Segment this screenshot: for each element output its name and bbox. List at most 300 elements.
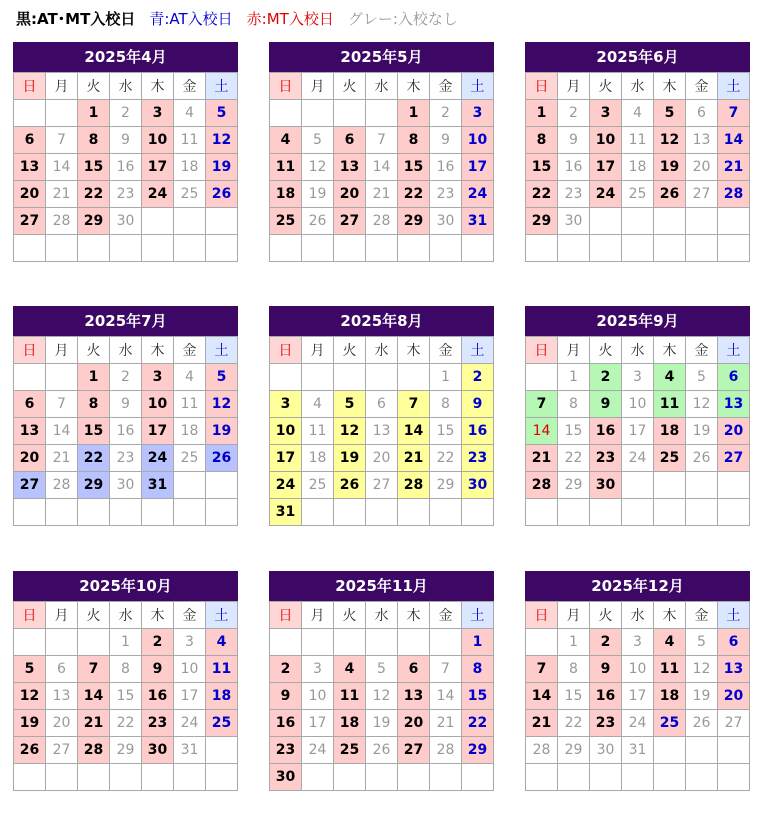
day-cell[interactable]: 26 — [206, 445, 238, 472]
month-title: 2025年11月 — [269, 571, 494, 601]
day-cell[interactable]: 30 — [110, 472, 142, 499]
day-cell[interactable]: 3 — [622, 629, 654, 656]
day-cell[interactable]: 7 — [398, 391, 430, 418]
day-cell[interactable]: 24 — [142, 445, 174, 472]
day-cell[interactable]: 1 — [526, 100, 558, 127]
day-cell[interactable]: 7 — [46, 127, 78, 154]
day-cell[interactable]: 10 — [174, 656, 206, 683]
empty-cell — [366, 764, 398, 791]
day-cell[interactable]: 30 — [558, 208, 590, 235]
day-cell[interactable]: 25 — [654, 445, 686, 472]
day-cell[interactable]: 11 — [654, 391, 686, 418]
day-cell[interactable]: 4 — [654, 364, 686, 391]
weekday-header: 金 — [174, 602, 206, 629]
day-cell[interactable]: 6 — [334, 127, 366, 154]
day-cell[interactable]: 26 — [334, 472, 366, 499]
day-cell[interactable]: 19 — [686, 418, 718, 445]
day-cell[interactable]: 12 — [334, 418, 366, 445]
day-cell[interactable]: 5 — [686, 364, 718, 391]
empty-cell — [398, 364, 430, 391]
day-cell[interactable]: 26 — [686, 445, 718, 472]
day-cell[interactable]: 11 — [302, 418, 334, 445]
day-cell[interactable]: 22 — [558, 710, 590, 737]
empty-cell — [654, 208, 686, 235]
day-cell[interactable]: 12 — [206, 391, 238, 418]
day-cell[interactable]: 21 — [398, 445, 430, 472]
day-cell[interactable]: 10 — [270, 418, 302, 445]
day-cell[interactable]: 11 — [622, 127, 654, 154]
day-cell[interactable]: 25 — [302, 472, 334, 499]
month-table — [269, 336, 494, 526]
day-cell[interactable]: 9 — [430, 127, 462, 154]
day-cell[interactable]: 29 — [430, 472, 462, 499]
day-cell[interactable]: 2 — [462, 364, 494, 391]
day-cell[interactable]: 30 — [270, 764, 302, 791]
day-cell[interactable]: 17 — [590, 154, 622, 181]
day-cell[interactable]: 18 — [654, 683, 686, 710]
day-cell[interactable]: 18 — [622, 154, 654, 181]
day-cell[interactable]: 4 — [302, 391, 334, 418]
day-cell[interactable]: 28 — [526, 472, 558, 499]
day-cell[interactable]: 31 — [270, 499, 302, 526]
empty-cell — [366, 364, 398, 391]
day-cell[interactable]: 5 — [206, 364, 238, 391]
day-cell[interactable]: 12 — [366, 683, 398, 710]
day-cell[interactable]: 26 — [366, 737, 398, 764]
day-cell[interactable]: 28 — [526, 737, 558, 764]
day-cell[interactable]: 17 — [142, 418, 174, 445]
day-cell[interactable]: 16 — [270, 710, 302, 737]
day-cell[interactable]: 24 — [142, 181, 174, 208]
day-cell[interactable]: 24 — [462, 181, 494, 208]
day-cell[interactable]: 26 — [654, 181, 686, 208]
day-cell[interactable]: 25 — [174, 445, 206, 472]
day-cell[interactable]: 4 — [174, 100, 206, 127]
day-cell[interactable]: 22 — [78, 445, 110, 472]
day-cell[interactable]: 13 — [14, 154, 46, 181]
day-cell[interactable]: 6 — [398, 656, 430, 683]
day-cell[interactable]: 21 — [46, 445, 78, 472]
day-cell[interactable]: 15 — [462, 683, 494, 710]
day-cell[interactable]: 19 — [366, 710, 398, 737]
day-cell[interactable]: 22 — [78, 181, 110, 208]
day-cell[interactable]: 19 — [206, 418, 238, 445]
day-cell[interactable]: 2 — [430, 100, 462, 127]
day-cell[interactable]: 1 — [462, 629, 494, 656]
day-cell[interactable]: 4 — [622, 100, 654, 127]
day-cell[interactable]: 13 — [718, 656, 750, 683]
day-cell[interactable]: 1 — [110, 629, 142, 656]
month-table — [13, 336, 238, 526]
day-cell[interactable]: 3 — [174, 629, 206, 656]
day-cell[interactable]: 9 — [110, 127, 142, 154]
day-cell[interactable]: 27 — [686, 181, 718, 208]
day-cell[interactable]: 29 — [78, 208, 110, 235]
day-cell[interactable]: 11 — [174, 127, 206, 154]
day-cell[interactable]: 19 — [334, 445, 366, 472]
day-cell[interactable]: 10 — [142, 127, 174, 154]
day-cell[interactable]: 12 — [206, 127, 238, 154]
day-cell[interactable]: 1 — [78, 364, 110, 391]
day-cell[interactable]: 26 — [14, 737, 46, 764]
day-cell[interactable]: 8 — [558, 391, 590, 418]
day-cell[interactable]: 29 — [398, 208, 430, 235]
day-cell[interactable]: 13 — [334, 154, 366, 181]
day-cell[interactable]: 3 — [142, 364, 174, 391]
empty-cell — [206, 764, 238, 791]
day-cell[interactable]: 7 — [718, 100, 750, 127]
day-cell[interactable]: 19 — [302, 181, 334, 208]
day-cell[interactable]: 9 — [142, 656, 174, 683]
day-cell[interactable]: 5 — [334, 391, 366, 418]
day-cell[interactable]: 30 — [142, 737, 174, 764]
day-cell[interactable]: 21 — [46, 181, 78, 208]
day-cell[interactable]: 9 — [110, 391, 142, 418]
day-cell[interactable]: 27 — [46, 737, 78, 764]
day-cell[interactable]: 15 — [398, 154, 430, 181]
day-cell[interactable]: 8 — [462, 656, 494, 683]
day-cell[interactable]: 9 — [558, 127, 590, 154]
day-cell[interactable]: 17 — [302, 710, 334, 737]
day-cell[interactable]: 17 — [174, 683, 206, 710]
day-cell[interactable]: 24 — [622, 445, 654, 472]
day-cell[interactable]: 4 — [270, 127, 302, 154]
day-cell[interactable]: 5 — [14, 656, 46, 683]
day-cell[interactable]: 12 — [302, 154, 334, 181]
day-cell[interactable]: 29 — [558, 737, 590, 764]
weekday-header: 木 — [398, 73, 430, 100]
day-cell[interactable]: 20 — [366, 445, 398, 472]
day-cell[interactable]: 22 — [430, 445, 462, 472]
day-cell[interactable]: 29 — [558, 472, 590, 499]
weekday-header: 火 — [334, 602, 366, 629]
day-cell[interactable]: 11 — [654, 656, 686, 683]
day-cell[interactable]: 13 — [366, 418, 398, 445]
day-cell[interactable]: 24 — [270, 472, 302, 499]
empty-cell — [718, 208, 750, 235]
day-cell[interactable]: 24 — [622, 710, 654, 737]
day-cell[interactable]: 21 — [526, 445, 558, 472]
day-cell[interactable]: 16 — [110, 418, 142, 445]
day-cell[interactable]: 12 — [686, 656, 718, 683]
day-cell[interactable]: 22 — [526, 181, 558, 208]
day-cell[interactable]: 3 — [302, 656, 334, 683]
day-cell[interactable]: 25 — [270, 208, 302, 235]
day-cell[interactable]: 6 — [686, 100, 718, 127]
day-cell[interactable]: 28 — [430, 737, 462, 764]
day-cell[interactable]: 30 — [462, 472, 494, 499]
empty-cell — [654, 764, 686, 791]
day-cell[interactable]: 23 — [590, 445, 622, 472]
day-cell[interactable]: 10 — [590, 127, 622, 154]
day-cell[interactable]: 23 — [110, 181, 142, 208]
day-cell[interactable]: 30 — [110, 208, 142, 235]
empty-cell — [174, 499, 206, 526]
day-cell[interactable]: 2 — [142, 629, 174, 656]
day-cell[interactable]: 7 — [526, 391, 558, 418]
day-cell[interactable]: 8 — [526, 127, 558, 154]
day-cell[interactable]: 24 — [590, 181, 622, 208]
day-cell[interactable]: 6 — [366, 391, 398, 418]
day-cell[interactable]: 21 — [526, 710, 558, 737]
day-cell[interactable]: 4 — [654, 629, 686, 656]
day-cell[interactable]: 15 — [78, 418, 110, 445]
day-cell[interactable]: 28 — [398, 472, 430, 499]
day-cell[interactable]: 17 — [462, 154, 494, 181]
day-cell[interactable]: 2 — [558, 100, 590, 127]
day-cell[interactable]: 26 — [206, 181, 238, 208]
weekday-header: 土 — [462, 337, 494, 364]
day-cell[interactable]: 15 — [110, 683, 142, 710]
day-cell[interactable]: 31 — [622, 737, 654, 764]
weekday-header: 月 — [302, 337, 334, 364]
day-cell[interactable]: 18 — [174, 418, 206, 445]
day-cell[interactable]: 7 — [366, 127, 398, 154]
empty-cell — [46, 364, 78, 391]
day-cell[interactable]: 14 — [718, 127, 750, 154]
day-cell[interactable]: 5 — [654, 100, 686, 127]
day-cell[interactable]: 15 — [558, 418, 590, 445]
day-cell[interactable]: 8 — [398, 127, 430, 154]
day-cell[interactable]: 31 — [174, 737, 206, 764]
day-cell[interactable]: 29 — [110, 737, 142, 764]
day-cell[interactable]: 7 — [430, 656, 462, 683]
day-cell[interactable]: 17 — [622, 683, 654, 710]
day-cell[interactable]: 19 — [14, 710, 46, 737]
day-cell[interactable]: 10 — [462, 127, 494, 154]
day-cell[interactable]: 19 — [206, 154, 238, 181]
day-cell[interactable]: 16 — [462, 418, 494, 445]
day-cell[interactable]: 23 — [430, 181, 462, 208]
day-cell[interactable]: 28 — [46, 472, 78, 499]
day-cell[interactable]: 14 — [366, 154, 398, 181]
day-cell[interactable]: 16 — [430, 154, 462, 181]
day-cell[interactable]: 8 — [78, 391, 110, 418]
day-cell[interactable]: 20 — [14, 445, 46, 472]
day-cell[interactable]: 22 — [110, 710, 142, 737]
day-cell[interactable]: 5 — [366, 656, 398, 683]
day-cell[interactable]: 25 — [654, 710, 686, 737]
day-cell[interactable]: 25 — [206, 710, 238, 737]
day-cell[interactable]: 6 — [718, 629, 750, 656]
day-cell[interactable]: 8 — [78, 127, 110, 154]
day-cell[interactable]: 20 — [14, 181, 46, 208]
day-cell[interactable]: 14 — [78, 683, 110, 710]
day-cell[interactable]: 18 — [654, 418, 686, 445]
day-cell[interactable]: 9 — [590, 656, 622, 683]
day-cell[interactable]: 15 — [558, 683, 590, 710]
day-cell[interactable]: 2 — [110, 364, 142, 391]
day-cell[interactable]: 28 — [46, 208, 78, 235]
day-cell[interactable]: 23 — [270, 737, 302, 764]
day-cell[interactable]: 21 — [78, 710, 110, 737]
day-cell[interactable]: 1 — [558, 364, 590, 391]
day-cell[interactable]: 20 — [334, 181, 366, 208]
day-cell[interactable]: 19 — [654, 154, 686, 181]
day-cell[interactable]: 27 — [398, 737, 430, 764]
day-cell[interactable]: 11 — [206, 656, 238, 683]
day-cell[interactable]: 10 — [302, 683, 334, 710]
day-cell[interactable]: 9 — [590, 391, 622, 418]
day-cell[interactable]: 29 — [526, 208, 558, 235]
day-cell[interactable]: 8 — [110, 656, 142, 683]
day-cell[interactable]: 25 — [622, 181, 654, 208]
day-cell[interactable]: 28 — [366, 208, 398, 235]
day-cell[interactable]: 6 — [46, 656, 78, 683]
day-cell[interactable]: 17 — [142, 154, 174, 181]
day-cell[interactable]: 15 — [526, 154, 558, 181]
day-cell[interactable]: 28 — [78, 737, 110, 764]
day-cell[interactable]: 10 — [622, 391, 654, 418]
day-cell[interactable]: 23 — [142, 710, 174, 737]
weekday-header: 月 — [46, 73, 78, 100]
day-cell[interactable]: 16 — [590, 418, 622, 445]
day-cell[interactable]: 9 — [270, 683, 302, 710]
day-cell[interactable]: 31 — [462, 208, 494, 235]
day-cell[interactable]: 16 — [590, 683, 622, 710]
day-cell[interactable]: 10 — [142, 391, 174, 418]
day-cell[interactable]: 20 — [686, 154, 718, 181]
day-cell[interactable]: 6 — [14, 127, 46, 154]
day-cell[interactable]: 28 — [718, 181, 750, 208]
day-cell[interactable]: 18 — [334, 710, 366, 737]
day-cell[interactable]: 2 — [590, 629, 622, 656]
day-cell[interactable]: 29 — [78, 472, 110, 499]
day-cell[interactable]: 19 — [686, 683, 718, 710]
day-cell[interactable]: 9 — [462, 391, 494, 418]
day-cell[interactable]: 21 — [718, 154, 750, 181]
day-cell[interactable]: 16 — [558, 154, 590, 181]
day-cell[interactable]: 3 — [590, 100, 622, 127]
day-cell[interactable]: 2 — [110, 100, 142, 127]
day-cell[interactable]: 27 — [718, 710, 750, 737]
day-cell[interactable]: 6 — [14, 391, 46, 418]
day-cell[interactable]: 11 — [334, 683, 366, 710]
day-cell[interactable]: 22 — [462, 710, 494, 737]
empty-cell — [142, 499, 174, 526]
day-cell[interactable]: 23 — [110, 445, 142, 472]
day-cell[interactable]: 24 — [302, 737, 334, 764]
day-cell[interactable]: 15 — [78, 154, 110, 181]
day-cell[interactable]: 27 — [334, 208, 366, 235]
day-cell[interactable]: 3 — [462, 100, 494, 127]
day-cell[interactable]: 13 — [686, 127, 718, 154]
day-cell[interactable]: 13 — [398, 683, 430, 710]
day-cell[interactable]: 4 — [334, 656, 366, 683]
day-cell[interactable]: 8 — [558, 656, 590, 683]
day-cell[interactable]: 25 — [174, 181, 206, 208]
day-cell[interactable]: 3 — [142, 100, 174, 127]
day-cell[interactable]: 1 — [78, 100, 110, 127]
day-cell[interactable]: 26 — [686, 710, 718, 737]
day-cell[interactable]: 20 — [46, 710, 78, 737]
day-cell[interactable]: 20 — [718, 418, 750, 445]
day-cell[interactable]: 30 — [590, 472, 622, 499]
day-cell[interactable]: 1 — [430, 364, 462, 391]
day-cell[interactable]: 4 — [206, 629, 238, 656]
day-cell[interactable]: 14 — [46, 154, 78, 181]
day-cell[interactable]: 2 — [270, 656, 302, 683]
month-calendar — [525, 306, 750, 526]
day-cell[interactable]: 23 — [590, 710, 622, 737]
day-cell[interactable]: 30 — [590, 737, 622, 764]
day-cell[interactable]: 3 — [270, 391, 302, 418]
day-cell[interactable]: 23 — [558, 181, 590, 208]
day-cell[interactable]: 11 — [174, 391, 206, 418]
day-cell[interactable]: 12 — [686, 391, 718, 418]
empty-cell — [718, 499, 750, 526]
day-cell[interactable]: 7 — [526, 656, 558, 683]
day-cell[interactable]: 20 — [718, 683, 750, 710]
empty-cell — [590, 235, 622, 262]
day-cell[interactable]: 26 — [302, 208, 334, 235]
day-cell[interactable]: 7 — [78, 656, 110, 683]
day-cell[interactable]: 3 — [622, 364, 654, 391]
day-cell[interactable]: 16 — [142, 683, 174, 710]
day-cell[interactable]: 23 — [462, 445, 494, 472]
day-cell[interactable]: 16 — [110, 154, 142, 181]
day-cell[interactable]: 1 — [558, 629, 590, 656]
day-cell[interactable]: 20 — [398, 710, 430, 737]
day-cell[interactable]: 21 — [366, 181, 398, 208]
day-cell[interactable]: 29 — [462, 737, 494, 764]
day-cell[interactable]: 5 — [206, 100, 238, 127]
day-cell[interactable]: 30 — [430, 208, 462, 235]
day-cell[interactable]: 5 — [302, 127, 334, 154]
day-cell[interactable]: 7 — [46, 391, 78, 418]
day-cell[interactable]: 14 — [526, 683, 558, 710]
day-cell[interactable]: 12 — [14, 683, 46, 710]
month-calendar — [525, 571, 750, 791]
day-cell[interactable]: 25 — [334, 737, 366, 764]
empty-cell — [686, 764, 718, 791]
day-cell[interactable]: 4 — [174, 364, 206, 391]
day-cell[interactable]: 24 — [174, 710, 206, 737]
day-cell[interactable]: 13 — [14, 418, 46, 445]
day-cell[interactable]: 17 — [270, 445, 302, 472]
day-cell[interactable]: 21 — [430, 710, 462, 737]
day-cell[interactable]: 8 — [430, 391, 462, 418]
day-cell[interactable]: 22 — [558, 445, 590, 472]
day-cell[interactable]: 2 — [590, 364, 622, 391]
day-cell[interactable]: 13 — [46, 683, 78, 710]
day-cell[interactable]: 5 — [686, 629, 718, 656]
day-cell[interactable]: 15 — [430, 418, 462, 445]
day-cell[interactable]: 14 — [398, 418, 430, 445]
day-cell[interactable]: 14 — [526, 418, 558, 445]
day-cell[interactable]: 13 — [718, 391, 750, 418]
day-cell[interactable]: 27 — [366, 472, 398, 499]
day-cell[interactable]: 17 — [622, 418, 654, 445]
day-cell[interactable]: 31 — [142, 472, 174, 499]
day-cell[interactable]: 18 — [174, 154, 206, 181]
day-cell[interactable]: 12 — [654, 127, 686, 154]
day-cell[interactable]: 27 — [14, 472, 46, 499]
day-cell[interactable]: 1 — [398, 100, 430, 127]
day-cell[interactable]: 22 — [398, 181, 430, 208]
day-cell[interactable]: 27 — [14, 208, 46, 235]
day-cell[interactable]: 14 — [46, 418, 78, 445]
day-cell[interactable]: 11 — [270, 154, 302, 181]
day-cell[interactable]: 27 — [718, 445, 750, 472]
day-cell[interactable]: 18 — [302, 445, 334, 472]
day-cell[interactable]: 10 — [622, 656, 654, 683]
day-cell[interactable]: 18 — [270, 181, 302, 208]
weekday-header: 土 — [206, 337, 238, 364]
day-cell[interactable]: 18 — [206, 683, 238, 710]
day-cell[interactable]: 14 — [430, 683, 462, 710]
day-cell[interactable]: 6 — [718, 364, 750, 391]
